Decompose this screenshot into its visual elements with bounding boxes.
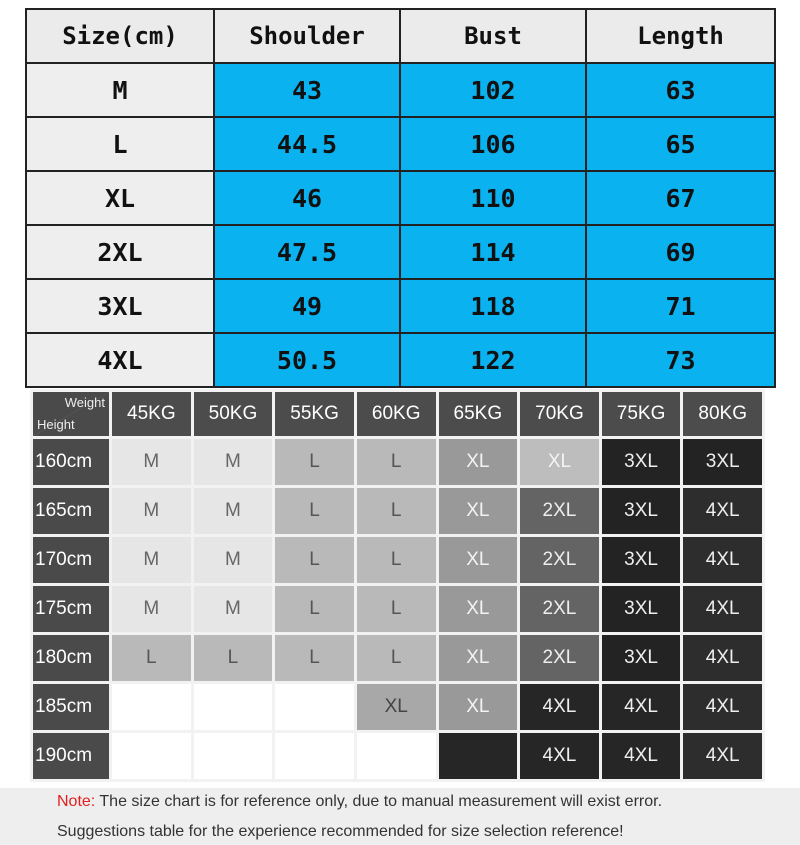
size-cell: 4XL	[602, 733, 681, 779]
size-label: 2XL	[26, 225, 214, 279]
size-cell	[194, 684, 273, 730]
size-cell: M	[112, 586, 191, 632]
size-cell: 4XL	[602, 684, 681, 730]
size-cell: XL	[357, 684, 436, 730]
size-recommendation-grid	[30, 389, 765, 782]
table-row	[33, 488, 762, 534]
weight-header: 45KG	[112, 392, 191, 436]
size-cell	[275, 684, 354, 730]
weight-header: 65KG	[439, 392, 518, 436]
size-cell: L	[275, 537, 354, 583]
table-row	[26, 333, 775, 387]
size-cell	[194, 733, 273, 779]
bust-value: 118	[400, 279, 586, 333]
size-cell: 4XL	[683, 537, 762, 583]
size-cell: M	[112, 439, 191, 485]
shoulder-value: 44.5	[214, 117, 400, 171]
size-cell: M	[194, 586, 273, 632]
weight-header: 80KG	[683, 392, 762, 436]
size-cell: L	[357, 439, 436, 485]
weight-header: 70KG	[520, 392, 599, 436]
weight-header-row	[33, 392, 762, 436]
height-header: 170cm	[33, 537, 109, 583]
length-value: 67	[586, 171, 775, 225]
size-cell: XL	[439, 684, 518, 730]
table-row	[26, 171, 775, 225]
table-row	[26, 63, 775, 117]
size-cell: 4XL	[520, 733, 599, 779]
size-cell: L	[275, 488, 354, 534]
size-cell: 3XL	[602, 439, 681, 485]
shoulder-value: 49	[214, 279, 400, 333]
corner-cell	[33, 392, 109, 436]
size-cell: 3XL	[602, 586, 681, 632]
size-cell: XL	[439, 635, 518, 681]
table-row	[26, 225, 775, 279]
size-label: L	[26, 117, 214, 171]
size-cell: M	[194, 488, 273, 534]
size-cell: XL	[439, 537, 518, 583]
bust-value: 106	[400, 117, 586, 171]
size-cell	[112, 733, 191, 779]
length-value: 73	[586, 333, 775, 387]
size-cell: M	[194, 439, 273, 485]
bust-value: 122	[400, 333, 586, 387]
size-cell: L	[357, 586, 436, 632]
bust-value: 110	[400, 171, 586, 225]
size-cell: 4XL	[683, 684, 762, 730]
size-cell: L	[275, 439, 354, 485]
size-cell: XL	[439, 586, 518, 632]
size-cell: 2XL	[520, 488, 599, 534]
bust-value: 102	[400, 63, 586, 117]
size-cell: 2XL	[520, 635, 599, 681]
size-cell	[357, 733, 436, 779]
table-row	[33, 635, 762, 681]
note-line	[57, 793, 662, 811]
size-cell: 2XL	[520, 537, 599, 583]
size-cell: XL	[439, 488, 518, 534]
size-cell: 3XL	[602, 488, 681, 534]
shoulder-value: 43	[214, 63, 400, 117]
size-cell	[275, 733, 354, 779]
header-shoulder: Shoulder	[214, 9, 400, 63]
size-cell	[439, 733, 518, 779]
header-length: Length	[586, 9, 775, 63]
size-cell: L	[194, 635, 273, 681]
size-cell: L	[357, 537, 436, 583]
weight-header: 75KG	[602, 392, 681, 436]
size-cell: 4XL	[683, 733, 762, 779]
height-header: 185cm	[33, 684, 109, 730]
height-header: 180cm	[33, 635, 109, 681]
table-row	[33, 684, 762, 730]
size-cell: XL	[520, 439, 599, 485]
table-row	[33, 733, 762, 779]
table-row	[33, 439, 762, 485]
size-cell: L	[357, 488, 436, 534]
size-cell: 3XL	[602, 635, 681, 681]
height-header: 175cm	[33, 586, 109, 632]
weight-header: 60KG	[357, 392, 436, 436]
size-cell: 4XL	[683, 586, 762, 632]
height-header: 160cm	[33, 439, 109, 485]
note-label: Note:	[57, 793, 96, 810]
table-row	[33, 586, 762, 632]
weight-header: 55KG	[275, 392, 354, 436]
size-cell	[112, 684, 191, 730]
height-axis-label: Height	[37, 417, 75, 432]
size-cell: 2XL	[520, 586, 599, 632]
measurement-header-row	[26, 9, 775, 63]
size-measurement-table	[25, 8, 776, 388]
shoulder-value: 46	[214, 171, 400, 225]
bust-value: 114	[400, 225, 586, 279]
size-cell: 4XL	[683, 488, 762, 534]
header-bust: Bust	[400, 9, 586, 63]
size-cell: L	[112, 635, 191, 681]
size-label: 3XL	[26, 279, 214, 333]
size-cell: L	[357, 635, 436, 681]
height-header: 165cm	[33, 488, 109, 534]
size-cell: 3XL	[683, 439, 762, 485]
weight-header: 50KG	[194, 392, 273, 436]
shoulder-value: 50.5	[214, 333, 400, 387]
table-row	[26, 117, 775, 171]
note-text: The size chart is for reference only, due to manual measurement will exist error.	[95, 793, 663, 810]
size-cell: 3XL	[602, 537, 681, 583]
length-value: 65	[586, 117, 775, 171]
size-cell: 4XL	[683, 635, 762, 681]
size-cell: M	[112, 488, 191, 534]
size-cell: XL	[439, 439, 518, 485]
height-header: 190cm	[33, 733, 109, 779]
length-value: 71	[586, 279, 775, 333]
size-label: M	[26, 63, 214, 117]
table-row	[26, 279, 775, 333]
length-value: 69	[586, 225, 775, 279]
size-cell: M	[112, 537, 191, 583]
suggestion-line: Suggestions table for the experience recommended for size selection reference!	[57, 823, 624, 840]
notes-panel	[0, 788, 800, 845]
size-cell: L	[275, 635, 354, 681]
shoulder-value: 47.5	[214, 225, 400, 279]
size-cell: L	[275, 586, 354, 632]
size-label: XL	[26, 171, 214, 225]
table-row	[33, 537, 762, 583]
header-size: Size(cm)	[26, 9, 214, 63]
length-value: 63	[586, 63, 775, 117]
size-label: 4XL	[26, 333, 214, 387]
size-cell: M	[194, 537, 273, 583]
size-cell: 4XL	[520, 684, 599, 730]
weight-axis-label: Weight	[64, 395, 105, 410]
